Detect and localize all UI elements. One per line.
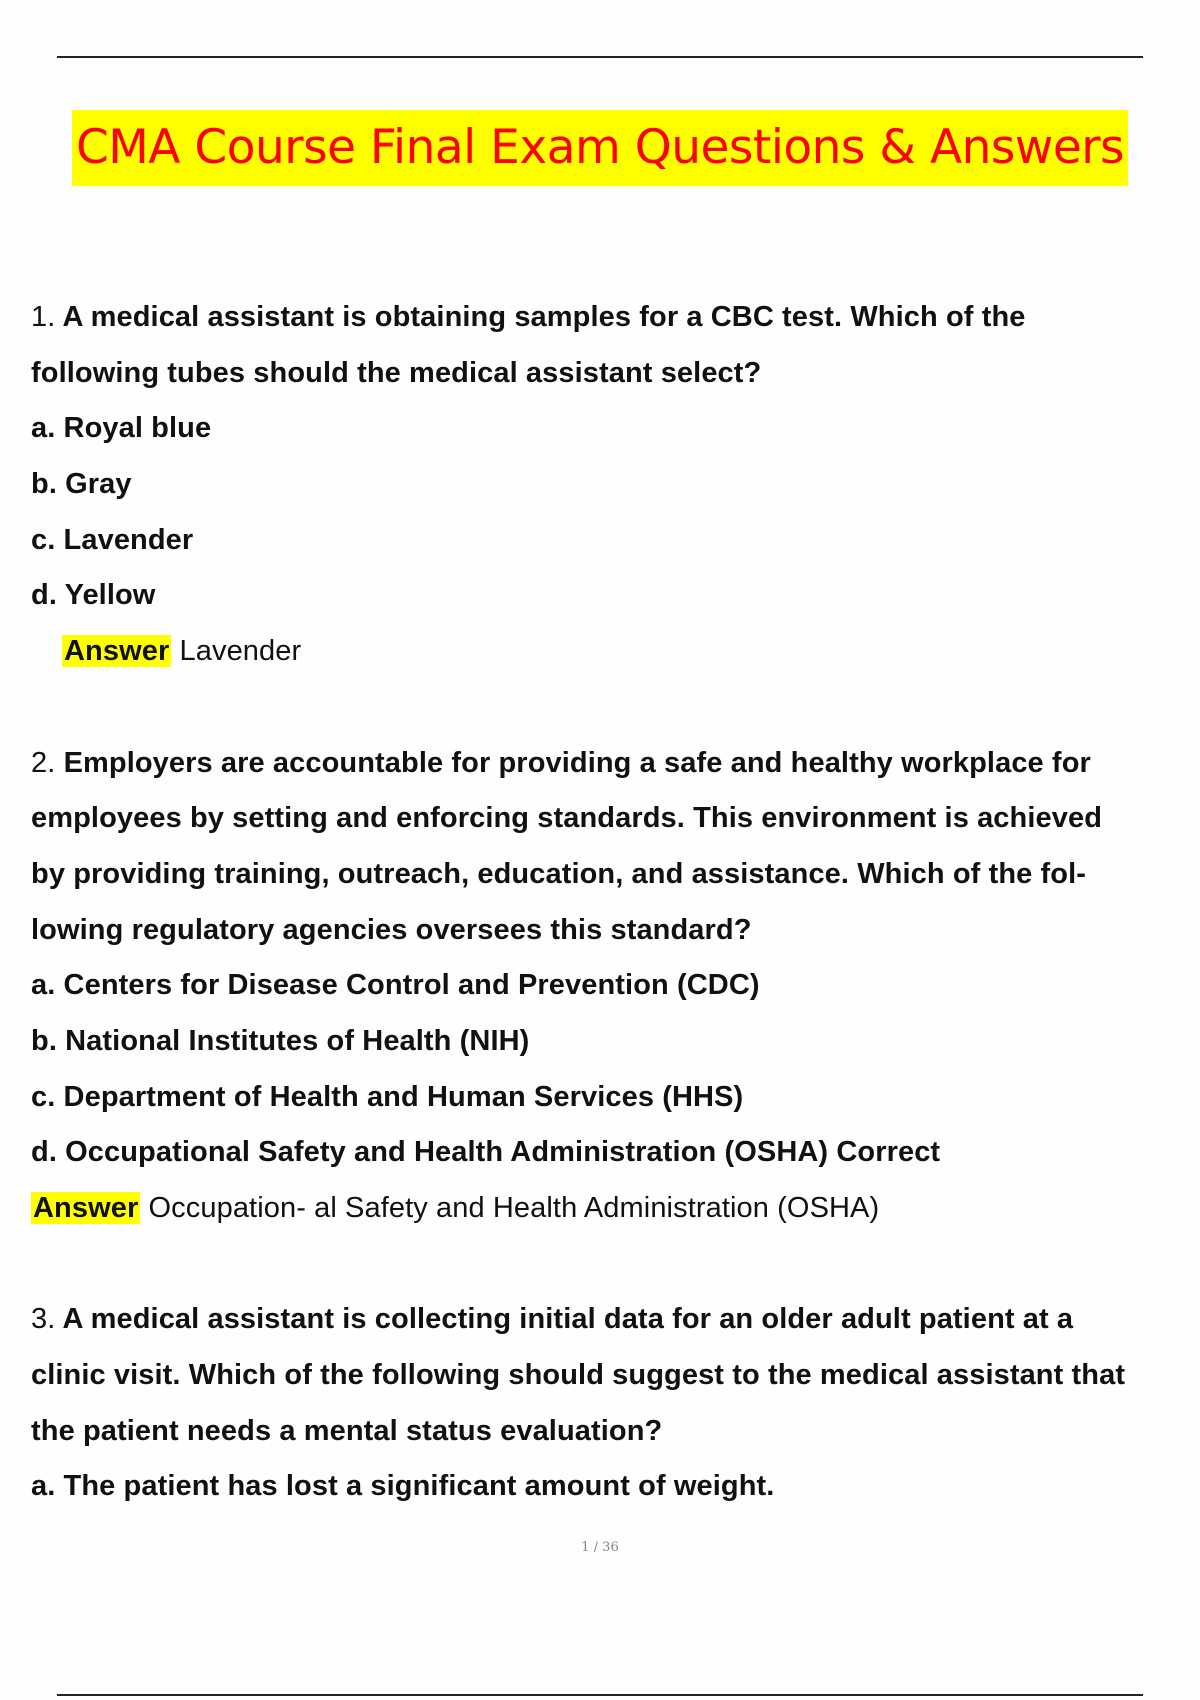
question-text-line: 2. Employers are accountable for providing a safe and healthy workplace for	[31, 746, 1091, 779]
answer-label: Answer	[33, 1192, 139, 1224]
option-d: d. Yellow	[31, 579, 156, 612]
question-text-line: by providing training, outreach, education, and assistance. Which of the fol-	[31, 857, 1087, 890]
question-text-line: lowing regulatory agencies oversees this standard?	[31, 913, 752, 946]
option-a: a. Royal blue	[31, 412, 212, 445]
question-2	[31, 736, 1200, 1237]
question-text-line: 3. A medical assistant is collecting initial data for an older adult patient at a	[31, 1303, 1074, 1336]
option-a: a. The patient has lost a significant amount of weight.	[31, 1470, 775, 1503]
question-text-line: following tubes should the medical assistant select?	[31, 356, 762, 389]
answer-text: Occupation- al Safety and Health Administration (OSHA)	[140, 1192, 880, 1224]
question-text-line: the patient needs a mental status evaluation?	[31, 1414, 663, 1447]
option-d: d. Occupational Safety and Health Administration (OSHA) Correct	[31, 1136, 941, 1169]
question-3	[31, 1292, 1200, 1515]
bottom-rule	[57, 1694, 1143, 1696]
title-block	[0, 110, 1200, 186]
answer-text: Lavender	[171, 635, 302, 668]
question-text-line: clinic visit. Which of the following should suggest to the medical assistant that	[31, 1359, 1126, 1392]
answer-line	[31, 624, 1200, 680]
option-b: b. Gray	[31, 468, 132, 501]
question-text-line: employees by setting and enforcing standards. This environment is achieved	[31, 802, 1103, 835]
answer-label: Answer	[64, 635, 170, 668]
option-a: a. Centers for Disease Control and Prevention (CDC)	[31, 969, 760, 1002]
top-rule	[57, 56, 1143, 58]
question-text-line: 1. A medical assistant is obtaining samples for a CBC test. Which of the	[31, 301, 1026, 333]
answer-line	[31, 1181, 1200, 1237]
page-number: 1 / 36	[581, 1540, 619, 1555]
option-c: c. Department of Health and Human Services (HHS)	[31, 1080, 744, 1113]
option-c: c. Lavender	[31, 523, 194, 556]
document-title: CMA Course Final Exam Questions & Answers	[72, 110, 1128, 186]
question-1	[31, 290, 1200, 680]
option-b: b. National Institutes of Health (NIH)	[31, 1024, 530, 1057]
document-body	[31, 290, 1200, 1515]
